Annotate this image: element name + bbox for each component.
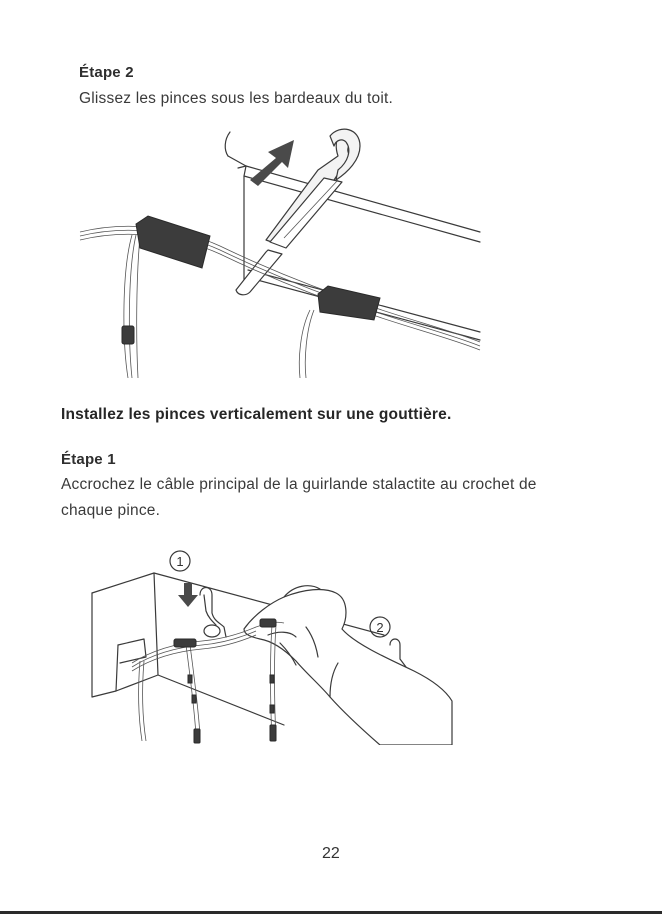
page-number: 22 <box>322 845 340 862</box>
step1-title: Étape 1 <box>61 451 116 468</box>
cable-connector <box>260 619 276 627</box>
cable-connector <box>194 729 200 743</box>
step2-title: Étape 2 <box>79 64 134 81</box>
cable-connector <box>192 695 196 703</box>
down-arrow-icon <box>178 583 198 607</box>
marker-2-label: 2 <box>376 620 384 635</box>
gutter-section-title: Installez les pinces verticalement sur une gouttière. <box>61 406 452 423</box>
cable-connector <box>270 705 274 713</box>
roof-shingle-clip-illustration <box>70 120 490 382</box>
cable-connector <box>270 725 276 741</box>
cable-connector <box>174 639 196 647</box>
cable-connector <box>270 675 274 683</box>
cable-connector <box>318 286 380 320</box>
cable-connector <box>136 216 210 268</box>
cable-connector <box>188 675 192 683</box>
step1-text-line1: Accrochez le câble principal de la guirlande stalactite au crochet de <box>61 476 537 493</box>
cable-connector <box>122 326 134 344</box>
up-arrow-icon <box>250 140 294 186</box>
gutter-hook-illustration <box>84 545 454 745</box>
step2-text: Glissez les pinces sous les bardeaux du toit. <box>79 90 393 107</box>
marker-1-label: 1 <box>176 554 184 569</box>
step1-text-line2: chaque pince. <box>61 502 161 519</box>
